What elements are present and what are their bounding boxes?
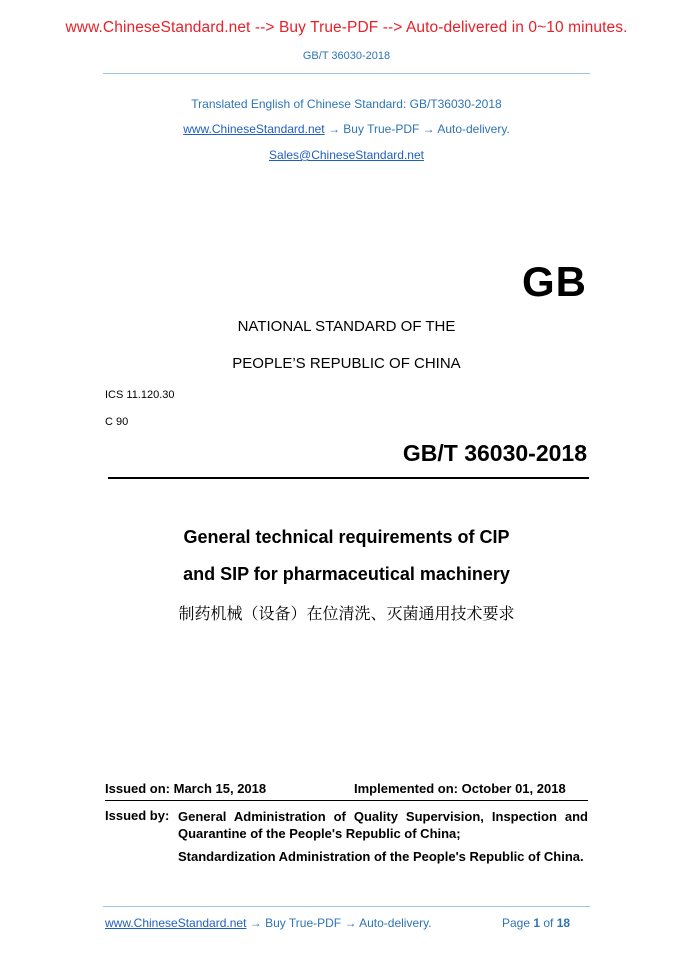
standard-divider: [108, 477, 589, 479]
ics-code: ICS 11.120.30: [105, 389, 175, 401]
ccs-code: C 90: [105, 416, 129, 428]
gb-mark: GB: [522, 258, 587, 305]
page-indicator: [502, 916, 570, 930]
national-standard-line2: PEOPLE’S REPUBLIC OF CHINA: [232, 355, 461, 372]
site-link[interactable]: www.ChineseStandard.net: [183, 122, 325, 136]
issued-on: Issued on: March 15, 2018: [105, 781, 267, 796]
footer-links: [105, 916, 432, 930]
email-link[interactable]: Sales@ChineseStandard.net: [269, 148, 424, 162]
footer-buy-text: → Buy True-PDF → Auto-delivery.: [246, 916, 432, 930]
translation-links: [0, 122, 693, 136]
standard-number: GB/T 36030-2018: [402, 440, 587, 466]
page-prefix: Page: [502, 916, 534, 930]
email-line: [0, 148, 693, 162]
issuer-2: Standardization Administration of the People's Republic of China.: [178, 849, 584, 864]
page-total: 18: [556, 916, 571, 930]
header-divider: [103, 73, 590, 74]
footer-site-link[interactable]: www.ChineseStandard.net: [105, 916, 247, 930]
footer-divider: [103, 906, 590, 907]
national-standard-line1: NATIONAL STANDARD OF THE: [237, 318, 456, 335]
page-current: 1: [533, 916, 541, 930]
implemented-on: Implemented on: October 01, 2018: [354, 781, 566, 796]
issued-by-label: Issued by:: [105, 808, 170, 823]
buy-text: → Buy True-PDF → Auto-delivery.: [324, 122, 510, 136]
title-en-line1: General technical requirements of CIP: [183, 527, 510, 547]
page-of: of: [540, 916, 557, 930]
issued-by: [105, 808, 588, 888]
issued-divider: [105, 800, 588, 801]
title-cn: 制药机械（设备）在位清洗、灭菌通用技术要求: [178, 604, 515, 623]
promo-banner: www.ChineseStandard.net --> Buy True-PDF --> Auto-delivered in 0~10 minutes.: [65, 19, 628, 36]
header-standard-code: GB/T 36030-2018: [302, 50, 391, 62]
title-en-line2: and SIP for pharmaceutical machinery: [183, 564, 510, 584]
issuer-1: General Administration of Quality Supervision, Inspection and Quarantine of the People's Republic of China;: [178, 809, 588, 841]
translation-note: Translated English of Chinese Standard: GB/T36030-2018: [191, 97, 502, 111]
